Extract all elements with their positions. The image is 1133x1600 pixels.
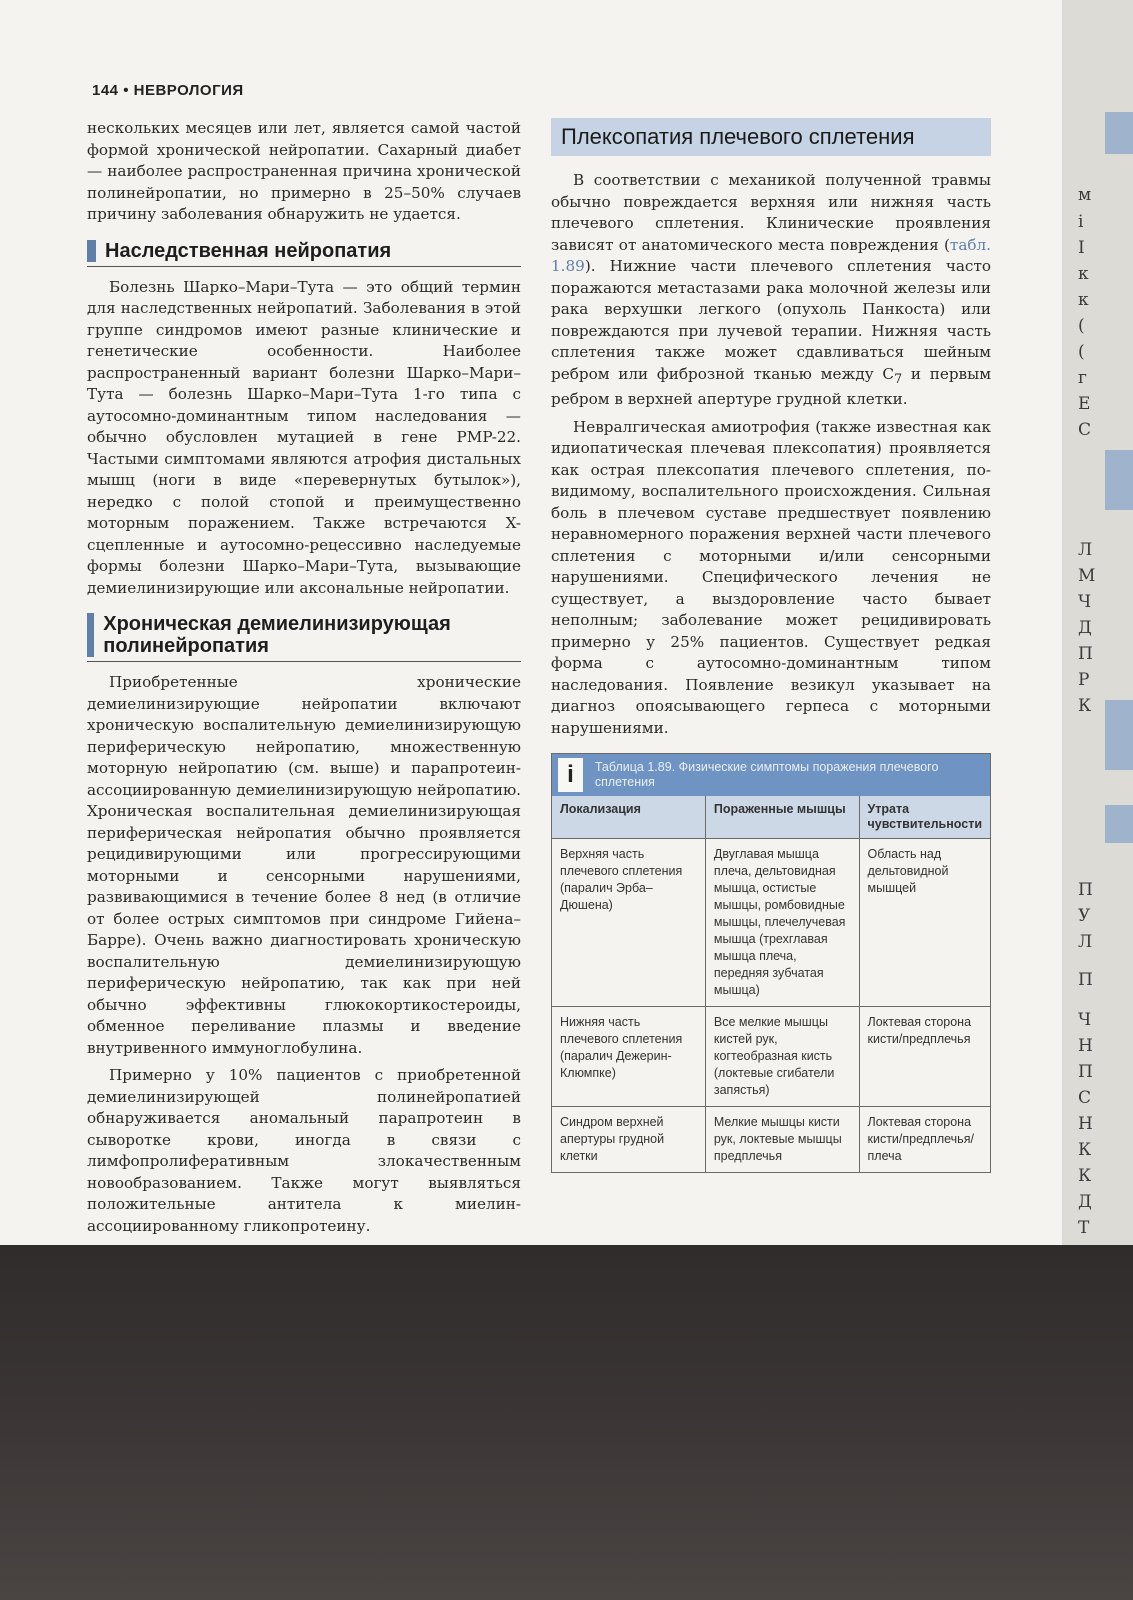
next-page-edge-letter: Т — [1078, 1218, 1090, 1238]
text-run: В соответствии с механикой полученной травмы обычно повреждается верхняя или нижняя часть плечевого сплетения. Клинические проявления зависят от анатомического места повреждения ( — [551, 171, 991, 254]
next-page-heading-block — [1105, 700, 1133, 770]
info-icon: i — [558, 758, 583, 792]
section-title: Хроническая демиелинизирующая полинейропатия — [103, 613, 451, 657]
column-header: Утрата чувствительности — [859, 796, 990, 839]
next-page-edge-letter: К — [1078, 696, 1092, 716]
background-surface — [0, 1245, 1133, 1600]
table-header-bar — [552, 754, 990, 796]
next-page-edge — [1062, 0, 1133, 1245]
header-bullet: • — [123, 82, 129, 99]
next-page-edge-letter: С — [1078, 1088, 1092, 1108]
next-page-edge-letter: к — [1078, 264, 1089, 284]
next-page-edge-letter: Ч — [1078, 1010, 1092, 1030]
text-run: ). Нижние части плечевого сплетения часто поражаются метастазами рака молочной железы или рака верхушки легкого (опухоль Панкоста) или повреждаются при лучевой терапии. Нижняя часть сплетения также может сдавливаться шейным ребром или фиброзной тканью между C — [551, 257, 991, 383]
next-page-edge-letter: Д — [1078, 1192, 1092, 1212]
next-page-edge-letter: Р — [1078, 670, 1090, 690]
table-cell: Синдром верхней апертуры грудной клетки — [552, 1107, 705, 1173]
next-page-edge-letter: г — [1078, 368, 1087, 388]
table-row — [552, 1107, 990, 1173]
table-cell: Все мелкие мышцы кистей рук, когтеобразная кисть (локтевые сгибатели запястья) — [705, 1007, 859, 1107]
next-page-edge-letter: Е — [1078, 394, 1091, 414]
paragraph: Болезнь Шарко–Мари–Тута — это общий термин для наследственных нейропатий. Заболевания в этой группе синдромов имеют разные клинические и генетические особенности. Наиболее распространенный вариант болезни Шарко–Мари–Тута — болезнь Шарко–Мари–Тута 1-го типа с аутосомно-доминантным типом наследования — обычно обусловлен мутацией в гене PMP-22. Частыми симптомами являются атрофия дистальных мышц (ноги в виде «перевернутых бутылок»), нередко с полой стопой и преимущественно моторным поражением. Также встречаются X-сцепленные и аутосомно-рецессивно наследуемые формы болезни Шарко–Мари–Тута, вызывающие демиелинизирующие или аксональные нейропатии. — [87, 277, 521, 597]
next-page-edge-letter: І — [1078, 238, 1085, 258]
section-heading-hereditary — [87, 240, 521, 267]
table-reference-link[interactable]: табл. 1.89 — [551, 235, 991, 275]
running-header — [92, 82, 244, 99]
paragraph: Невралгическая амиотрофия (также известная как идиопатическая плечевая плексопатия) проявляется как острая плексопатия плечевого сплетения, по-видимому, воспалительного происхождения. Сильная боль в плечевом суставе предшествует появлению неравномерного поражения верхней части плечевого сплетения с моторными и/или сенсорными нарушениями. Специфического лечения не существует, а выздоровление часто бывает неполным; заболевание может рецидивировать примерно у 25% пациентов. Существует редкая форма с аутосомно-доминантным типом наследования. Появление везикул указывает на диагноз опоясывающего герпеса с моторными нарушениями. — [551, 417, 991, 737]
table-cell: Область над дельтовидной мышцей — [859, 839, 990, 1007]
next-page-edge-letter: м — [1078, 185, 1092, 205]
next-page-heading-block — [1105, 112, 1133, 154]
heading-bar-icon — [87, 240, 96, 262]
next-page-edge-letter: П — [1078, 970, 1093, 990]
next-page-edge-letter: П — [1078, 880, 1093, 900]
left-column — [87, 118, 521, 1237]
next-page-edge-letter: Ч — [1078, 592, 1092, 612]
column-header: Пораженные мышцы — [705, 796, 859, 839]
table-cell: Локтевая сторона кисти/предплечья — [859, 1007, 990, 1107]
table-header-row — [552, 796, 990, 839]
section-heading-cidp — [87, 613, 521, 662]
section-heading-plexopathy — [551, 118, 991, 156]
next-page-edge-letter: М — [1078, 566, 1096, 586]
intro-paragraph: нескольких месяцев или лет, является самой частой формой хронической нейропатии. Сахарный диабет — наиболее распространенная причина хронической полинейропатии, но примерно в 25–50% случаев причину заболевания обнаружить не удается. — [87, 119, 521, 223]
table-cell: Локтевая сторона кисти/предплечья/плеча — [859, 1107, 990, 1173]
next-page-edge-letter: П — [1078, 644, 1093, 664]
paragraph — [551, 170, 991, 411]
next-page-edge-letter: У — [1078, 906, 1091, 926]
table-cell: Двуглавая мышца плеча, дельтовидная мышца, остистые мышцы, ромбовидные мышцы, плечелучевая мышца (трехглавая мышца плеча, передняя зубчатая мышца) — [705, 839, 859, 1007]
next-page-edge-letter: Л — [1078, 540, 1093, 560]
table-caption: Таблица 1.89. Физические симптомы поражения плечевого сплетения — [594, 760, 939, 790]
next-page-heading-block — [1105, 450, 1133, 510]
subscript: 7 — [894, 370, 903, 386]
next-page-edge-letter: Н — [1078, 1114, 1093, 1134]
next-page-edge-letter: ( — [1078, 342, 1085, 362]
symptoms-table — [552, 796, 990, 1172]
next-page-edge-letter: Д — [1078, 618, 1092, 638]
next-page-edge-letter: К — [1078, 1166, 1092, 1186]
table-cell: Верхняя часть плечевого сплетения (паралич Эрба–Дюшена) — [552, 839, 705, 1007]
table-1-89 — [551, 753, 991, 1173]
next-page-edge-letter: Л — [1078, 932, 1093, 952]
text-run: и первым ребром в верхней апертуре грудной клетки. — [551, 364, 992, 409]
next-page-edge-letter: К — [1078, 1140, 1092, 1160]
paragraph: Примерно у 10% пациентов с приобретенной демиелинизирующей полинейропатией обнаруживается аномальный парапротеин в сыворотке крови, иногда в связи с лимфопролиферативным злокачественным новообразованием. Также могут выявляться положительные антитела к миелин-ассоциированному гликопротеину. — [87, 1066, 521, 1235]
column-header: Локализация — [552, 796, 705, 839]
paragraph: Приобретенные хронические демиелинизирующие нейропатии включают хроническую воспалительную демиелинизирующую периферическую нейропатию, множественную моторную нейропатию (см. выше) и парапротеин-ассоциированную демиелинизирующую нейропатию. Хроническая воспалительная демиелинизирующая периферическая нейропатия обычно проявляется рецидивирующими или прогрессирующими моторными и сенсорными нарушениями, развивающимися в течение более 8 нед (в отличие от более острых симптомов при синдроме Гийена–Барре). Очень важно диагностировать хроническую воспалительную демиелинизирующую периферическую нейропатию, так как при ней обычно эффективны глюкокортикостероиды, обменное переливание плазмы и введение внутривенного иммуноглобулина. — [87, 673, 521, 1057]
next-page-edge-letter: Н — [1078, 1036, 1093, 1056]
table-cell: Нижняя часть плечевого сплетения (паралич Дежерин-Клюмпке) — [552, 1007, 705, 1107]
next-page-edge-letter: С — [1078, 420, 1092, 440]
section-title: Наследственная нейропатия — [105, 239, 392, 262]
table-cell: Мелкие мышцы кисти рук, локтевые мышцы предплечья — [705, 1107, 859, 1173]
right-column — [551, 118, 991, 1173]
next-page-edge-letter: П — [1078, 1062, 1093, 1082]
table-row — [552, 839, 990, 1007]
next-page-edge-letter: і — [1078, 212, 1084, 232]
next-page-heading-block — [1105, 805, 1133, 843]
section-title: Плексопатия плечевого сплетения — [561, 124, 915, 149]
section-name: НЕВРОЛОГИЯ — [133, 82, 244, 99]
heading-bar-icon — [87, 613, 94, 657]
next-page-edge-letter: к — [1078, 290, 1089, 310]
page-number: 144 — [92, 82, 119, 99]
table-row — [552, 1007, 990, 1107]
next-page-edge-letter: ( — [1078, 316, 1085, 336]
